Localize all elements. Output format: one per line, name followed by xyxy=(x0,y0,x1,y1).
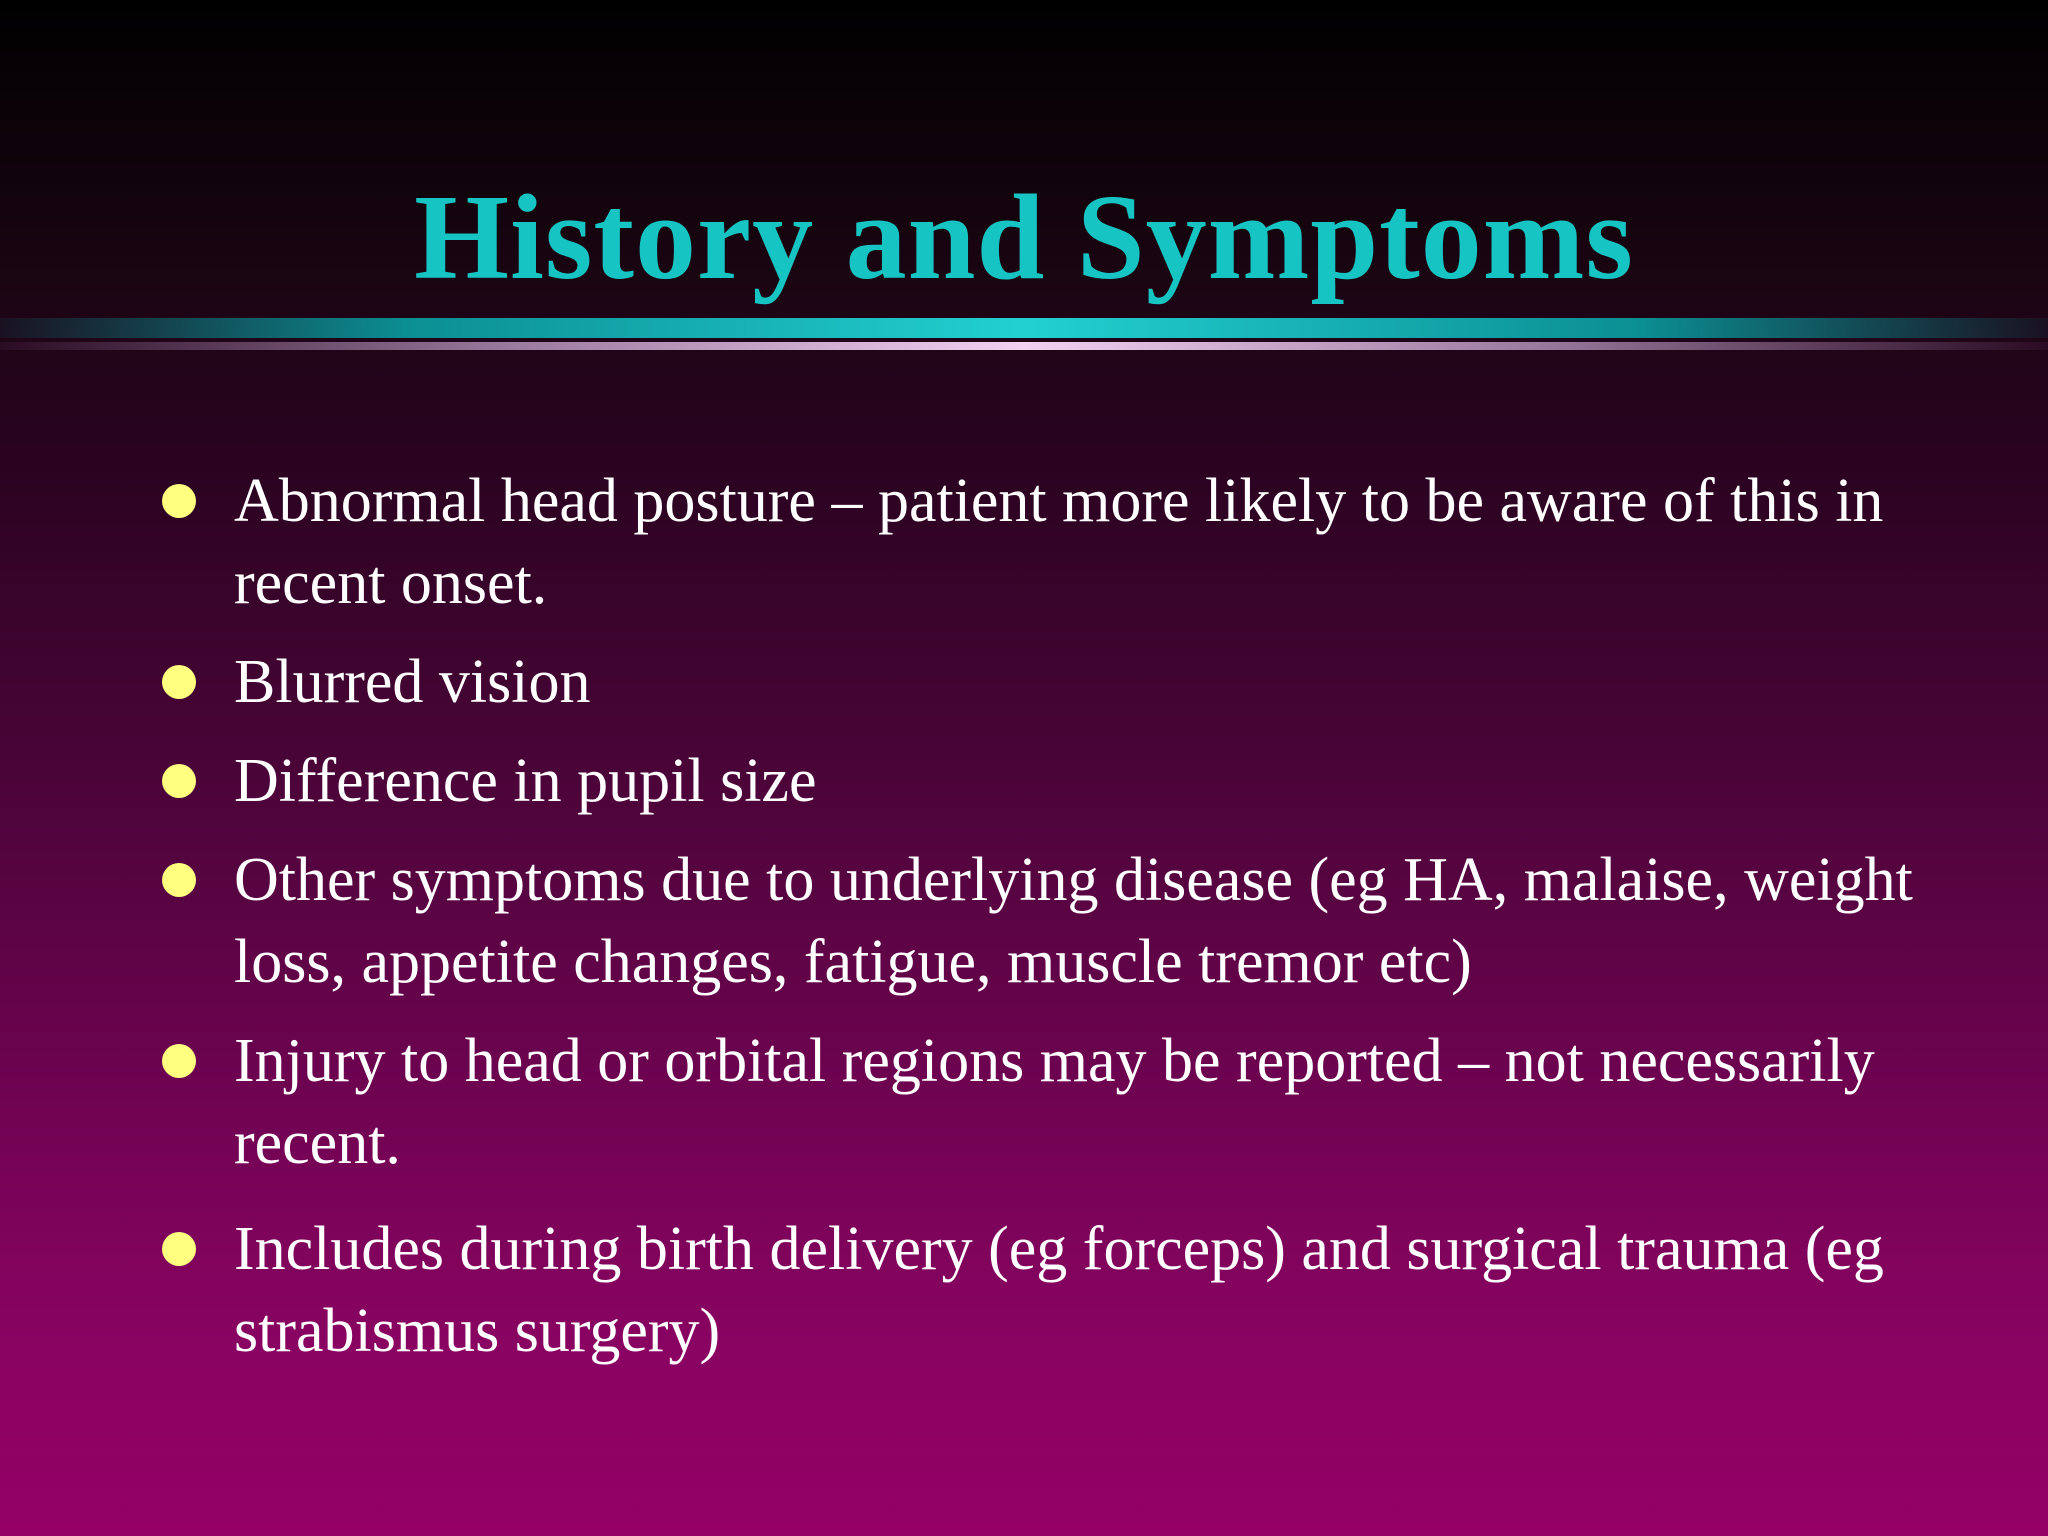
bullet-dot-icon xyxy=(162,1044,196,1078)
bullet-text: Other symptoms due to underlying disease (eg HA, malaise, weight loss, appetite changes, fatigue, muscle tremor etc) xyxy=(234,846,1913,996)
title-divider-pink xyxy=(0,342,2048,350)
bullet-item xyxy=(160,1208,1920,1372)
bullet-text: Difference in pupil size xyxy=(234,747,817,815)
bullet-dot-icon xyxy=(162,665,196,699)
bullet-text: Abnormal head posture – patient more likely to be aware of this in recent onset. xyxy=(234,467,1884,617)
bullet-text: Blurred vision xyxy=(234,648,591,716)
bullet-text: Includes during birth delivery (eg forceps) and surgical trauma (eg strabismus surgery) xyxy=(234,1215,1884,1365)
bullet-item xyxy=(160,740,1920,822)
bullet-list xyxy=(160,460,1920,1389)
bullet-item xyxy=(160,1020,1920,1184)
bullet-dot-icon xyxy=(162,484,196,518)
slide-title: History and Symptoms xyxy=(414,170,1634,305)
title-divider-teal xyxy=(0,318,2048,338)
bullet-item xyxy=(160,839,1920,1003)
bullet-dot-icon xyxy=(162,764,196,798)
bullet-text: Injury to head or orbital regions may be reported – not necessarily recent. xyxy=(234,1027,1875,1177)
bullet-item xyxy=(160,641,1920,723)
bullet-item xyxy=(160,460,1920,624)
bullet-dot-icon xyxy=(162,1232,196,1266)
bullet-dot-icon xyxy=(162,863,196,897)
